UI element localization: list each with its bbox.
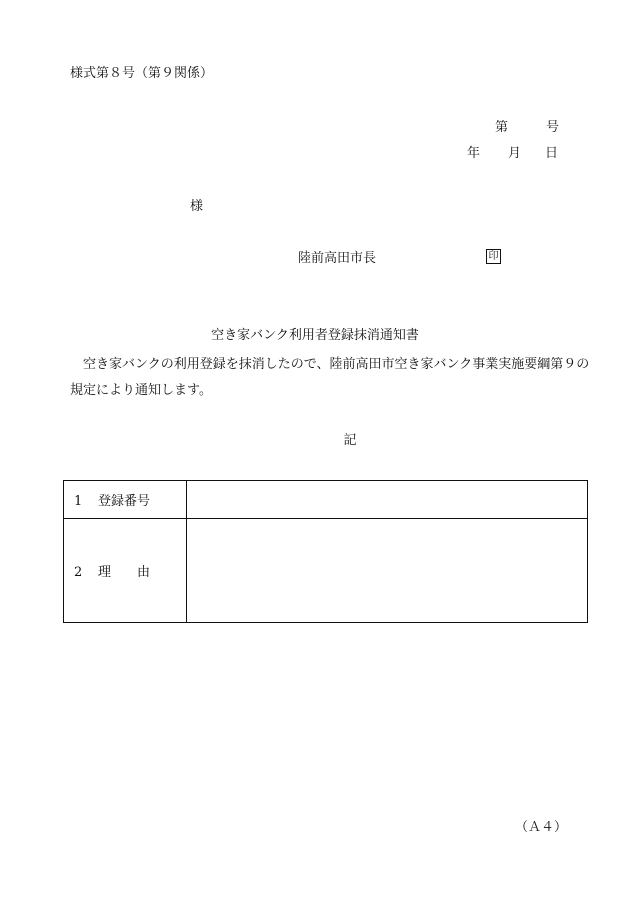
paper-size-note: （Ａ４）: [514, 820, 567, 835]
document-number-prefix: 第: [495, 120, 509, 135]
document-number-suffix: 号: [546, 120, 560, 135]
table-row: [64, 481, 588, 519]
document-title: 空き家バンク利用者登録抹消通知書: [211, 328, 419, 343]
document-number: [495, 120, 559, 136]
reason-value: [187, 519, 588, 623]
date-month: 月: [508, 146, 522, 161]
row-label: 登録番号: [98, 494, 151, 509]
row-label-part: 理: [98, 565, 112, 580]
addressee-honorific: 様: [190, 199, 204, 214]
notice-body: 空き家バンクの利用登録を抹消したので、陸前高田市空き家バンク事業実施要綱第９の規定により通知します。: [70, 357, 590, 398]
ki-heading: 記: [343, 433, 357, 448]
row-label-reason: [64, 519, 187, 623]
row-label-part: 由: [137, 565, 151, 580]
issue-date: [467, 146, 558, 162]
date-day: 日: [545, 146, 559, 161]
row-number: 2: [74, 565, 83, 580]
issuer-name: 陸前高田市長: [298, 251, 377, 266]
form-id: 様式第８号（第９関係）: [70, 66, 214, 81]
record-table: [63, 480, 588, 623]
seal-icon: 印: [486, 249, 501, 264]
row-label-registration-number: [64, 481, 187, 519]
row-number: 1: [74, 494, 83, 509]
date-year: 年: [467, 146, 481, 161]
registration-number-value: [187, 481, 588, 519]
table-row: [64, 519, 588, 623]
